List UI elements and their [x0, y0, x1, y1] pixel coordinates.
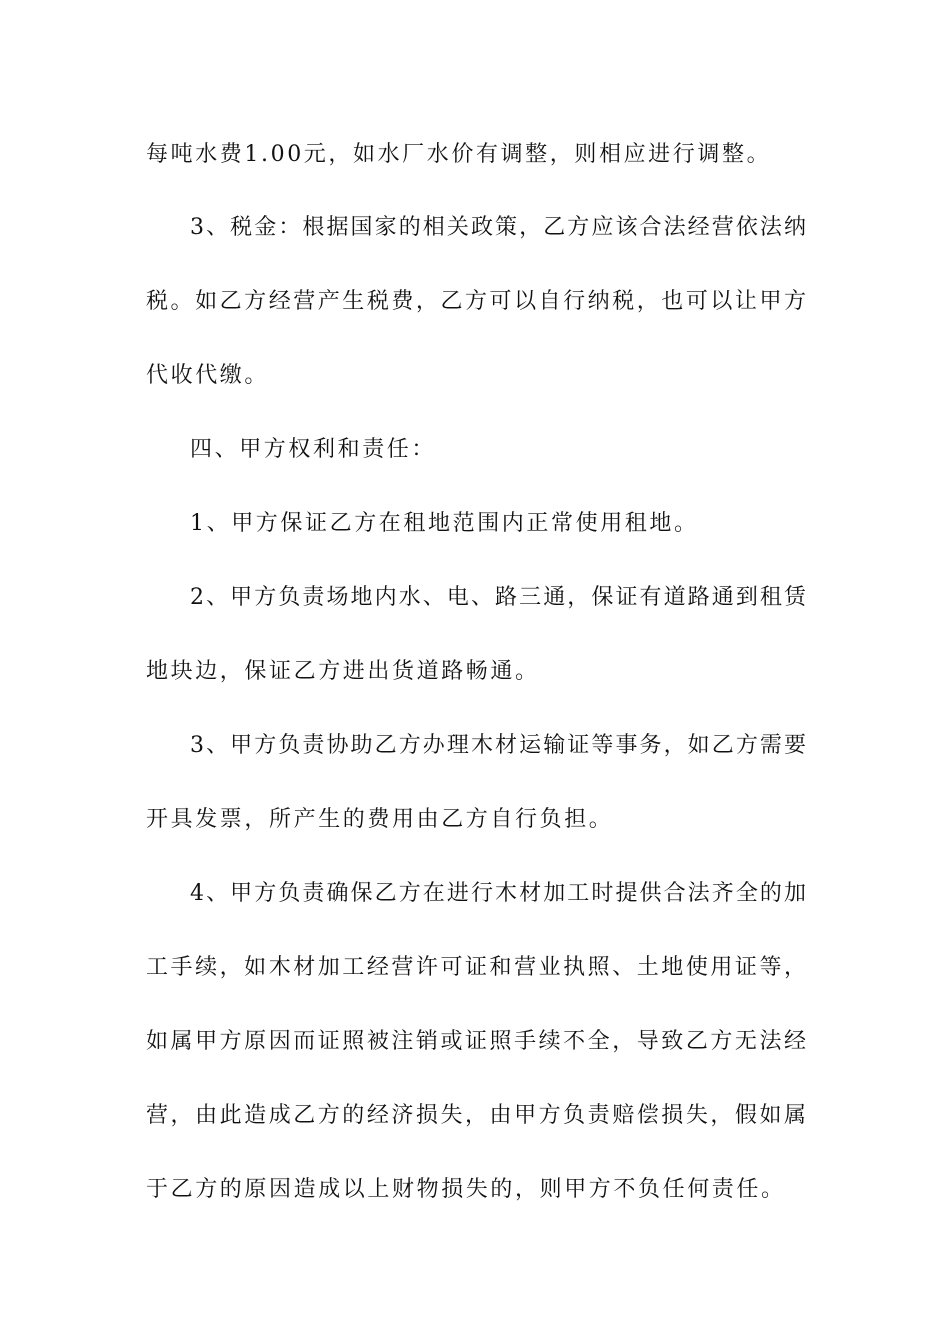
- section-heading-party-a: 四、甲方权利和责任：: [190, 437, 437, 462]
- text-line-tax-2: 税。如乙方经营产生税费，乙方可以自行纳税，也可以让甲方: [146, 289, 806, 314]
- text-line-item-4e: 于乙方的原因造成以上财物损失的，则甲方不负任何责任。: [146, 1177, 786, 1202]
- text-line-item-4a: 4、甲方负责确保乙方在进行木材加工时提供合法齐全的加: [190, 881, 806, 906]
- text-line-item-4d: 营，由此造成乙方的经济损失，由甲方负责赔偿损失，假如属: [146, 1103, 806, 1128]
- text-line-item-4c: 如属甲方原因而证照被注销或证照手续不全，导致乙方无法经: [146, 1029, 806, 1054]
- text-line-item-2b: 地块边，保证乙方进出货道路畅通。: [146, 659, 540, 684]
- text-line-item-4b: 工手续，如木材加工经营许可证和营业执照、土地使用证等，: [146, 955, 806, 980]
- text-line-item-3b: 开具发票，所产生的费用由乙方自行负担。: [146, 807, 614, 832]
- text-line-tax-3: 代收代缴。: [146, 363, 270, 388]
- text-line-tax-1: 3、税金：根据国家的相关政策，乙方应该合法经营依法纳: [190, 215, 806, 240]
- text-line-item-2a: 2、甲方负责场地内水、电、路三通，保证有道路通到租赁: [190, 585, 806, 610]
- text-line-water-fee: 每吨水费1.00元，如水厂水价有调整，则相应进行调整。: [146, 142, 772, 167]
- text-line-item-3a: 3、甲方负责协助乙方办理木材运输证等事务，如乙方需要: [190, 733, 806, 758]
- text-line-item-1: 1、甲方保证乙方在租地范围内正常使用租地。: [190, 511, 699, 536]
